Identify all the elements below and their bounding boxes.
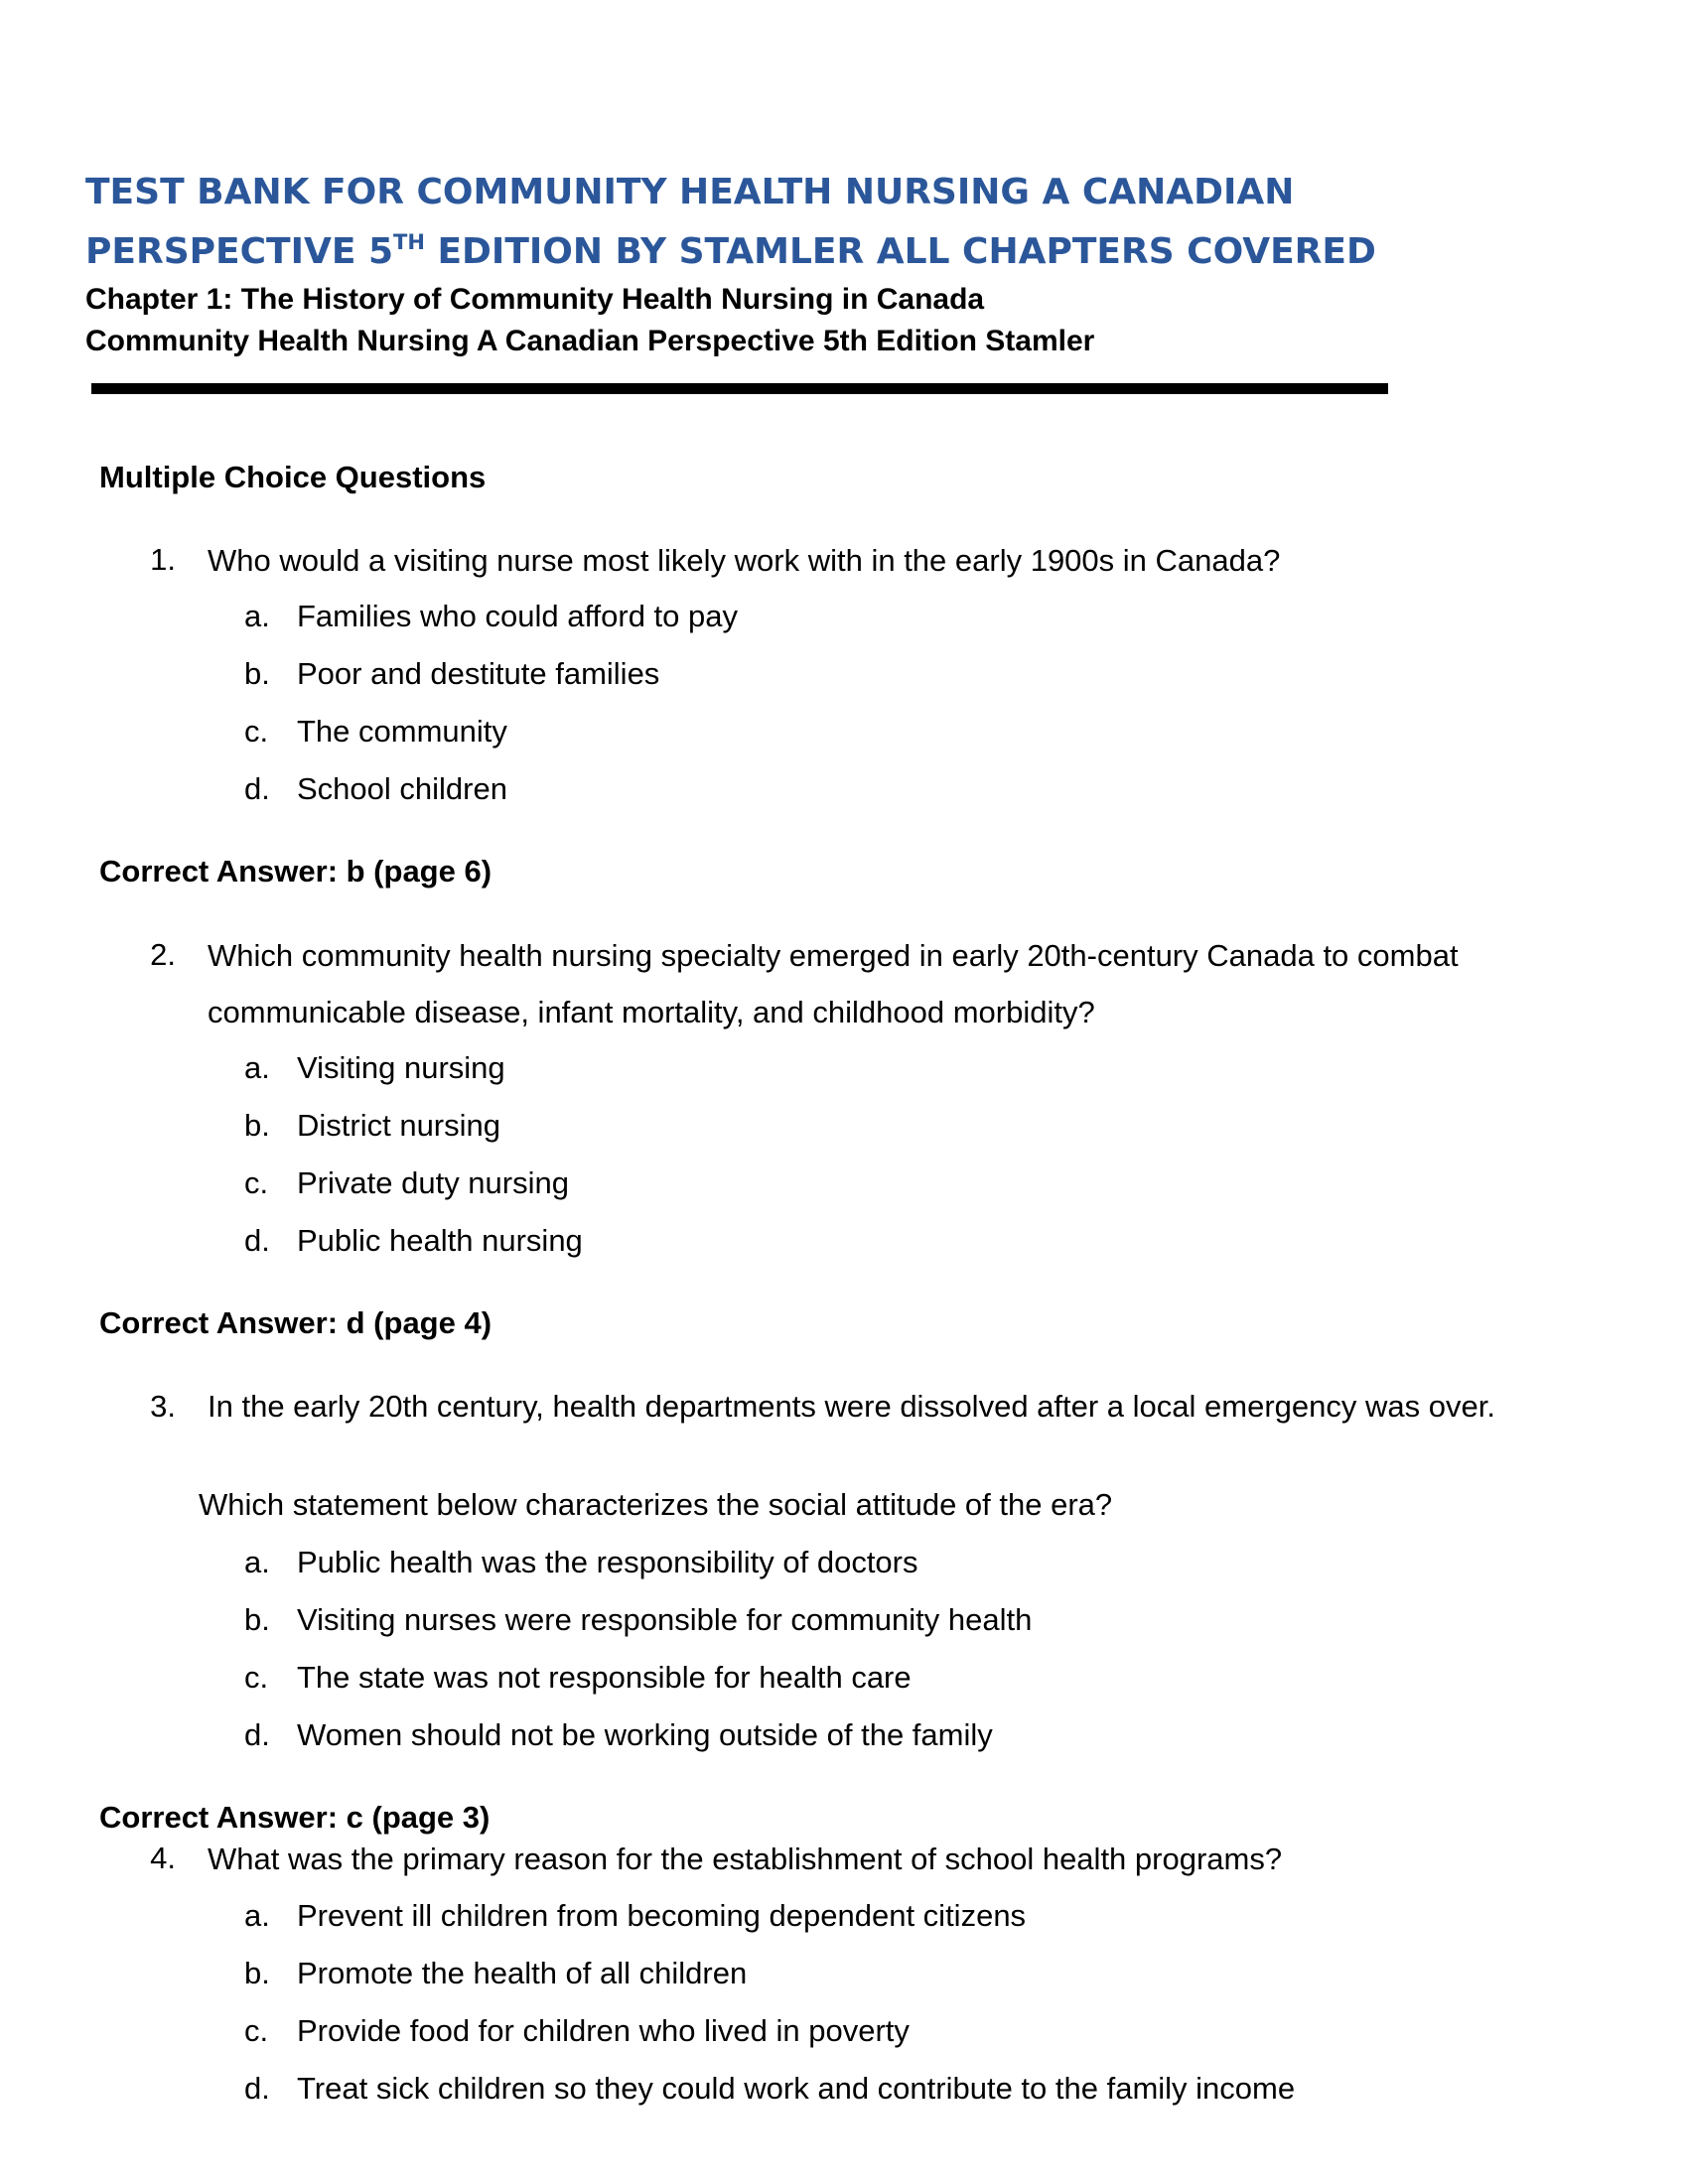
option-letter: c. [244, 714, 269, 749]
option-letter: b. [244, 1956, 270, 1990]
option-text: Public health nursing [297, 1223, 583, 1258]
question-prompt: Which statement below characterizes the social attitude of the era? [199, 1487, 1113, 1522]
option-letter: b. [244, 656, 270, 691]
option-text: Promote the health of all children [297, 1956, 748, 1990]
book-title: Community Health Nursing A Canadian Perspective 5th Edition Stamler [85, 325, 1095, 357]
option-letter: c. [244, 1660, 269, 1695]
option-text: Prevent ill children from becoming dependent citizens [297, 1898, 1027, 1933]
question-number: 2. [150, 937, 176, 972]
option-letter: c. [244, 1165, 269, 1200]
option-text: Public health was the responsibility of doctors [297, 1545, 918, 1579]
question-number: 4. [150, 1841, 176, 1875]
question-text: Who would a visiting nurse most likely work with in the early 1900s in Canada? [208, 543, 1281, 578]
option-text: Private duty nursing [297, 1165, 569, 1200]
option-letter: b. [244, 1602, 270, 1637]
document-title [85, 163, 1634, 282]
option-text: Poor and destitute families [297, 656, 660, 691]
option-text: District nursing [297, 1108, 500, 1143]
option-text: The state was not responsible for health care [297, 1660, 912, 1695]
option-letter: a. [244, 1898, 270, 1933]
chapter-title: Chapter 1: The History of Community Health Nursing in Canada [85, 283, 985, 316]
question-text: What was the primary reason for the establishment of school health programs? [208, 1842, 1283, 1876]
option-text: Treat sick children so they could work and contribute to the family income [297, 2071, 1296, 2106]
option-letter: d. [244, 1717, 270, 1752]
option-letter: a. [244, 599, 270, 633]
option-letter: a. [244, 1050, 270, 1085]
option-letter: a. [244, 1545, 270, 1579]
option-letter: d. [244, 2071, 270, 2106]
option-text: Visiting nursing [297, 1050, 505, 1085]
title-line-1: TEST BANK FOR COMMUNITY HEALTH NURSING A CANADIAN [85, 172, 1295, 212]
question-number: 1. [150, 542, 176, 577]
option-text: Provide food for children who lived in poverty [297, 2013, 910, 2048]
title-line-2 [85, 222, 1634, 282]
correct-answer: Correct Answer: c (page 3) [99, 1800, 491, 1835]
option-text: School children [297, 771, 507, 806]
option-letter: b. [244, 1108, 270, 1143]
question-number: 3. [150, 1389, 176, 1424]
option-letter: d. [244, 1223, 270, 1258]
option-text: Visiting nurses were responsible for community health [297, 1602, 1033, 1637]
header-divider [91, 383, 1388, 394]
section-title: Multiple Choice Questions [99, 460, 487, 494]
question-text: In the early 20th century, health departments were dissolved after a local emergency was over. [208, 1389, 1495, 1424]
title-superscript: TH [393, 230, 425, 254]
option-text: Women should not be working outside of the family [297, 1717, 993, 1752]
question-text: Which community health nursing specialty emerged in early 20th-century Canada to combat communicable disease, infant mortality, and childhood morbidity? [208, 938, 1459, 1029]
correct-answer: Correct Answer: d (page 4) [99, 1305, 492, 1340]
correct-answer: Correct Answer: b (page 6) [99, 854, 492, 888]
option-letter: d. [244, 771, 270, 806]
option-text: The community [297, 714, 507, 749]
title-line-2-start: PERSPECTIVE 5 [85, 231, 394, 272]
option-letter: c. [244, 2013, 269, 2048]
option-text: Families who could afford to pay [297, 599, 738, 633]
title-line-2-end: EDITION BY STAMLER ALL CHAPTERS COVERED [424, 231, 1376, 272]
